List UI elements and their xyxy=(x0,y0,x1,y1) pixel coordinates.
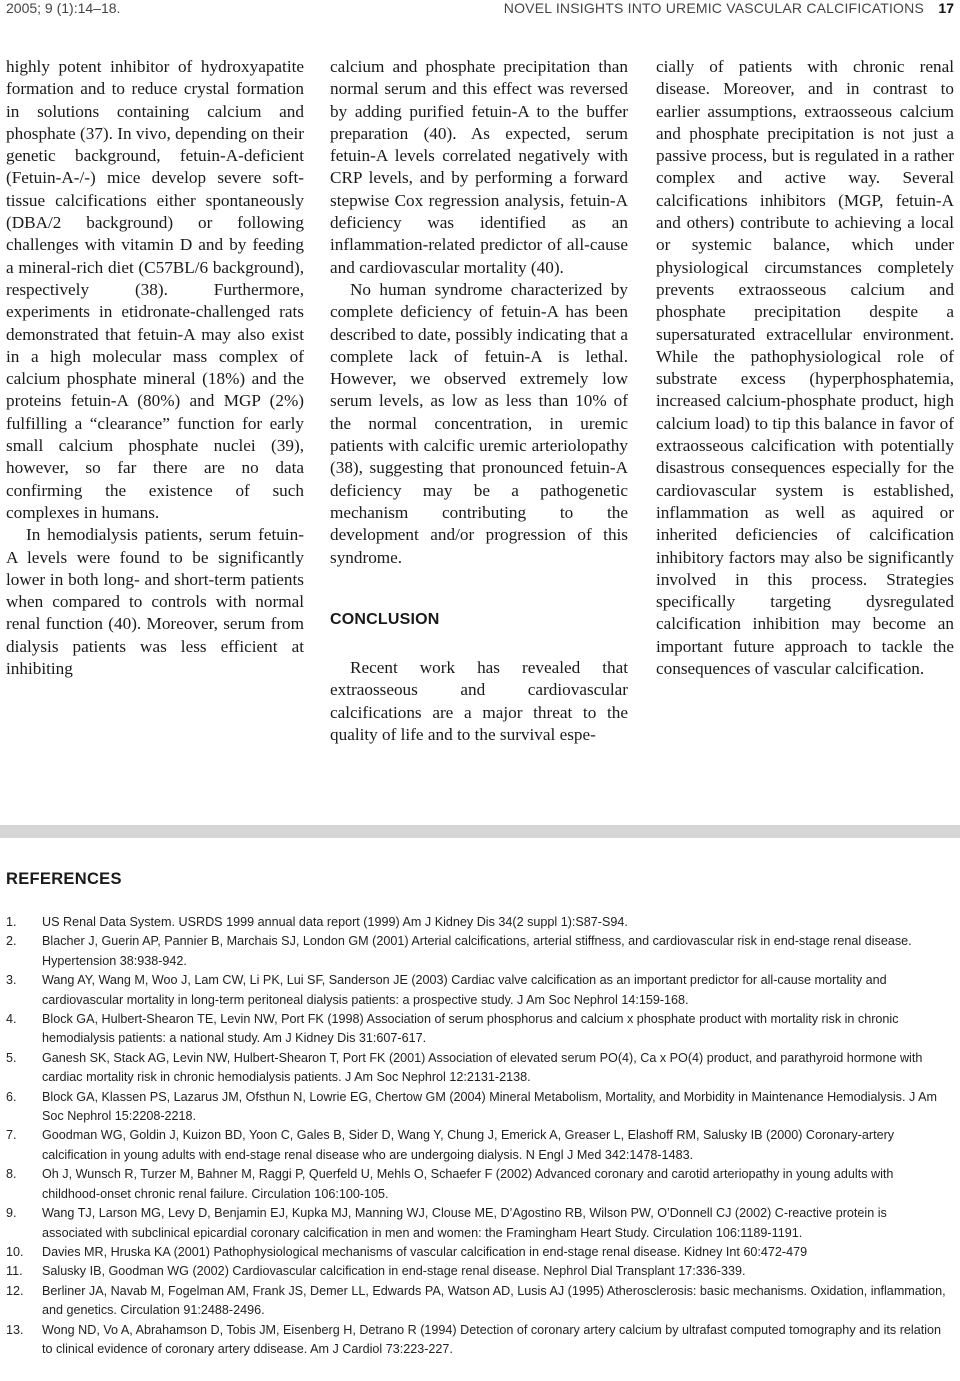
page-number: 17 xyxy=(938,0,954,16)
text-column-2 xyxy=(330,56,628,746)
reference-item xyxy=(6,1321,948,1360)
reference-number: 10. xyxy=(6,1244,24,1259)
reference-list xyxy=(6,913,948,1359)
reference-text: Blacher J, Guerin AP, Pannier B, Marchais SJ, London GM (2001) Arterial calcifications, arterial stiffness, and cardiovascular risk in end-stage renal disease. Hypertension 38:938-942. xyxy=(42,934,912,968)
reference-item xyxy=(6,1088,948,1127)
reference-item xyxy=(6,1049,948,1088)
reference-text: Oh J, Wunsch R, Turzer M, Bahner M, Raggi P, Querfeld U, Mehls O, Schaefer F (2002) Advanced coronary and carotid arteriopathy in young adults with childhood-onset chronic renal failure. Circulation 106:100-105. xyxy=(42,1167,894,1201)
reference-text: Block GA, Klassen PS, Lazarus JM, Ofsthun N, Lowrie EG, Chertow GM (2004) Mineral Metabolism, Mortality, and Morbidity in Maintenance Hemodialysis. J Am Soc Nephrol 15:2208-2218. xyxy=(42,1089,937,1124)
reference-number: 13. xyxy=(6,1322,24,1337)
reference-text: Berliner JA, Navab M, Fogelman AM, Frank JS, Demer LL, Edwards PA, Watson AD, Lusis AJ (1995) Atherosclerosis: basic mechanisms. Oxidation, inflammation, and genetics. Circulation 91:2488-2496. xyxy=(42,1283,946,1318)
paragraph: No human syndrome characterized by complete deficiency of fetuin-A has been described to date, possibly indicating that a complete lack of fetuin-A is lethal. However, we observed extremely low serum levels, as low as less than 10% of the normal concentration, in uremic patients with calcific uremic arteriolopathy (38), suggesting that pronounced fetuin-A deficiency may be a pathogenetic mechanism contributing to the development and/or progression of this syndrome. xyxy=(330,279,628,567)
reference-text: Wang TJ, Larson MG, Levy D, Benjamin EJ, Kupka MJ, Manning WJ, Clouse ME, D’Agostino RB, Wilson PW, O’Donnell CJ (2002) C-reactive protein is associated with subclinical epicardial coronary calcification in men and women: the Framingham Heart Study. Circulation 106:1189-1191. xyxy=(42,1206,887,1240)
reference-item xyxy=(6,1282,948,1321)
reference-number: 12. xyxy=(6,1283,24,1298)
reference-text: Block GA, Hulbert-Shearon TE, Levin NW, Port FK (1998) Association of serum phosphorus and calcium x phosphate product with mortality risk in chronic hemodialysis patients: a national study. Am J Kidney Dis 31:607-617. xyxy=(42,1012,899,1046)
paragraph: cially of patients with chronic renal disease. Moreover, and in contrast to earlier assumptions, extraosseous calcium and phosphate precipitation is not just a passive process, but is regulated in a rather complex and active way. Several calcifications inhibitors (MGP, fetuin-A and others) contribute to achieving a local or systemic balance, which under physiological circumstances completely prevents extraosseous calcium and phosphate precipitation despite a supersaturated extracellular environment. While the pathophysiological role of substrate excess (hyperphosphatemia, increased calcium-phosphate product, high calcium load) to tip this balance in favor of extraosseous calcification with potentially disastrous consequences especially for the cardiovascular system is established, inflammation as well as aquired or inherited deficiencies of calcification inhibitory factors may also be significantly involved in this process. Strategies specifically targeting dysregulated calcification inhibition may become an important future approach to tackle the consequences of vascular calcification. xyxy=(656,57,954,679)
reference-text: US Renal Data System. USRDS 1999 annual data report (1999) Am J Kidney Dis 34(2 suppl 1):S87-S94. xyxy=(42,915,628,929)
section-divider xyxy=(0,825,960,838)
reference-text: Davies MR, Hruska KA (2001) Pathophysiological mechanisms of vascular calcification in end-stage renal disease. Kidney Int 60:472-479 xyxy=(42,1244,808,1259)
reference-item xyxy=(6,1126,948,1165)
paragraph: highly potent inhibitor of hydroxyapatite formation and to reduce crystal formation in solutions containing calcium and phosphate (37). In vivo, depending on their genetic background, fetuin-A-deficient (Fetuin-A-/-) mice develop severe soft-tissue calcifications either spontaneously (DBA/2 background) or following challenges with vitamin D and by feeding a mineral-rich diet (C57BL/6 background), respectively (38). Furthermore, experiments in etidronate-challenged rats demonstrated that fetuin-A may also exist in a high molecular mass complex of calcium phosphate mineral (18%) and the proteins fetuin-A (80%) and MGP (2%) fulfilling a “clearance” function for early small calcium phosphate nuclei (39), however, so far there are no data confirming the existence of such complexes in humans. xyxy=(6,57,304,522)
reference-item xyxy=(6,932,948,971)
conclusion-paragraph: Recent work has revealed that extraosseous and cardiovascular calcifications are a major threat to the quality of life and to the survival espe- xyxy=(330,658,628,745)
reference-number: 5. xyxy=(6,1050,17,1065)
reference-item xyxy=(6,913,948,932)
reference-number: 6. xyxy=(6,1089,17,1104)
reference-number: 2. xyxy=(6,934,17,949)
paragraph: In hemodialysis patients, serum fetuin-A levels were found to be significantly lower in both long- and short-term patients when compared to controls with normal renal function (40). Moreover, serum from dialysis patients was less efficient at inhibiting xyxy=(6,525,304,679)
text-column-3 xyxy=(656,56,954,680)
reference-text: Wang AY, Wang M, Woo J, Lam CW, Li PK, Lui SF, Sanderson JE (2003) Cardiac valve calcification as an important predictor for all-cause mortality and cardiovascular mortality in long-term peritoneal dialysis patients: a prospective study. J Am Soc Nephrol 14:159-168. xyxy=(42,973,887,1007)
reference-text: Wong ND, Vo A, Abrahamson D, Tobis JM, Eisenberg H, Detrano R (1994) Detection of coronary artery calcium by ultrafast computed tomography and its relation to clinical evidence of coronary artery ddisease. Am J Cardiol 73:223-227. xyxy=(42,1322,942,1356)
reference-number: 4. xyxy=(6,1012,17,1027)
reference-number: 8. xyxy=(6,1167,17,1182)
reference-item xyxy=(6,1262,948,1281)
running-title: NOVEL INSIGHTS INTO UREMIC VASCULAR CALCIFICATIONS xyxy=(503,0,924,16)
paragraph: calcium and phosphate precipitation than normal serum and this effect was reversed by adding purified fetuin-A to the buffer preparation (40). As expected, serum fetuin-A levels correlated negatively with CRP levels, and by performing a forward stepwise Cox regression analysis, fetuin-A deficiency was identified as an inflammation-related predictor of all-cause and cardiovascular mortality (40). xyxy=(330,57,628,277)
conclusion-heading: CONCLUSION xyxy=(330,610,440,628)
reference-text: Salusky IB, Goodman WG (2002) Cardiovascular calcification in end-stage renal disease. Nephrol Dial Transplant 17:336-339. xyxy=(42,1264,746,1279)
reference-item xyxy=(6,1010,948,1049)
reference-text: Ganesh SK, Stack AG, Levin NW, Hulbert-Shearon T, Port FK (2001) Association of elevated serum PO(4), Ca x PO(4) product, and parathyroid hormone with cardiac mortality risk in chronic hemodialysis patients. J Am Soc Nephrol 12:2131-2138. xyxy=(42,1050,923,1085)
reference-item xyxy=(6,1243,948,1262)
reference-number: 11. xyxy=(6,1264,23,1279)
reference-text: Goodman WG, Goldin J, Kuizon BD, Yoon C, Gales B, Sider D, Wang Y, Chung J, Emerick A, Greaser L, Elashoff RM, Salusky IB (2000) Coronary-artery calcification in young adults with end-stage renal disease who are undergoing dialysis. N Engl J Med 342:1478-1483. xyxy=(42,1128,895,1162)
text-column-1 xyxy=(6,56,304,680)
reference-number: 9. xyxy=(6,1206,17,1221)
reference-number: 1. xyxy=(6,915,17,929)
journal-citation: 2005; 9 (1):14–18. xyxy=(6,0,121,16)
reference-item xyxy=(6,1204,948,1243)
reference-item xyxy=(6,1165,948,1204)
references-heading: REFERENCES xyxy=(6,870,122,888)
running-head xyxy=(0,0,960,26)
reference-number: 3. xyxy=(6,973,17,988)
reference-number: 7. xyxy=(6,1128,17,1143)
reference-item xyxy=(6,971,948,1010)
